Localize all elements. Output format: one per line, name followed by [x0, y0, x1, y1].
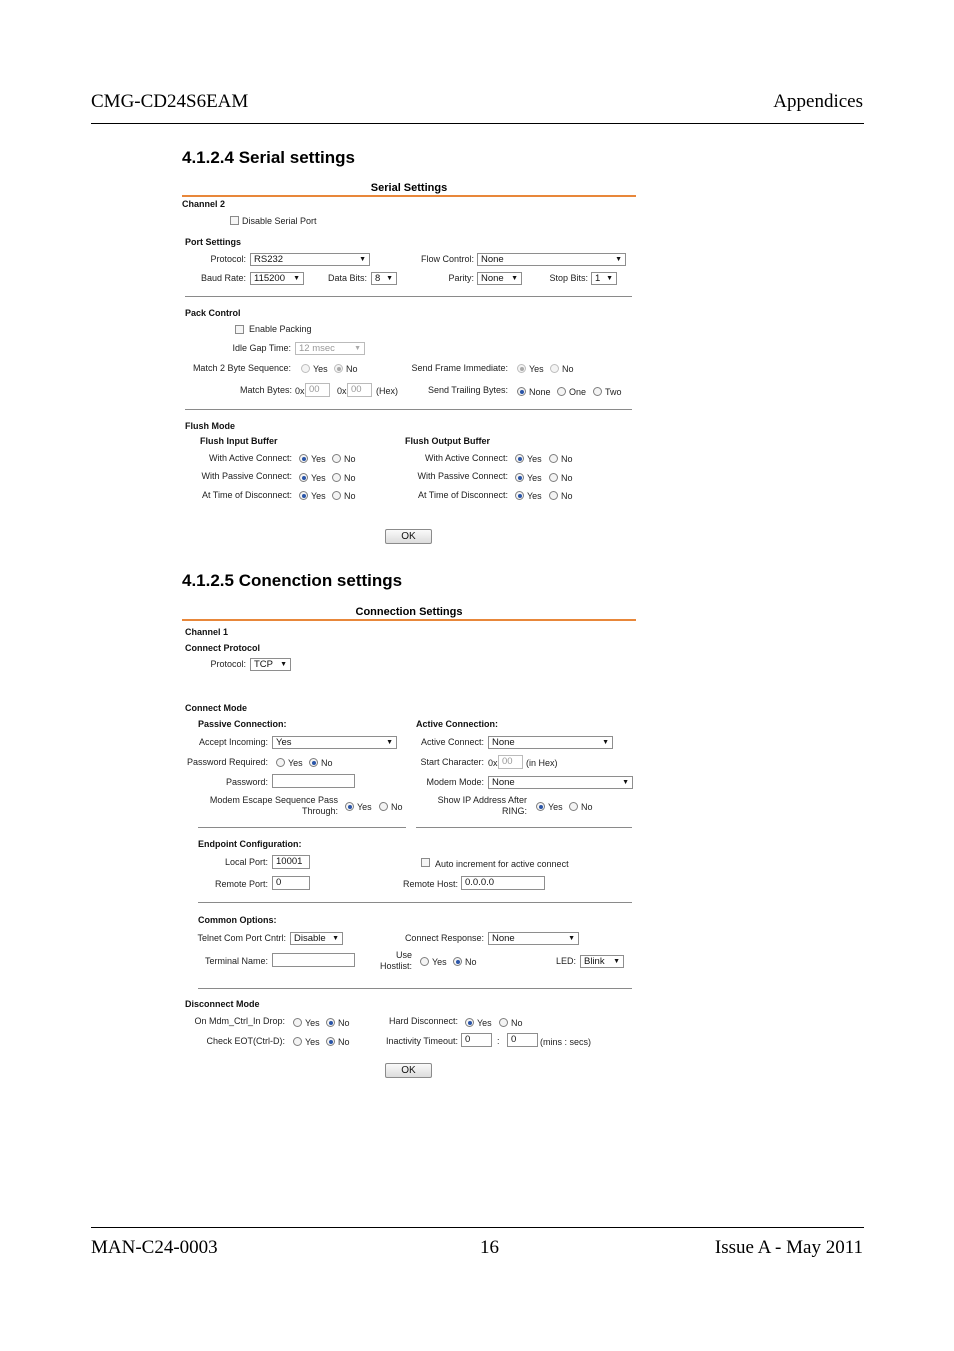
match-byte1-input[interactable]: 00 — [305, 383, 330, 397]
connect-response-value: None — [492, 933, 515, 944]
mdm-ctrl-yes-radio[interactable] — [293, 1018, 302, 1027]
use-hostlist-no-label: No — [465, 957, 477, 967]
conn-protocol-value: TCP — [254, 659, 273, 670]
start-char-input[interactable]: 00 — [498, 755, 523, 769]
send-frame-no-radio[interactable] — [550, 364, 559, 373]
led-select[interactable] — [580, 955, 624, 968]
match-byte1-prefix: 0x — [295, 386, 305, 396]
terminal-name-input[interactable] — [272, 953, 355, 967]
match-byte2-input[interactable]: 00 — [347, 383, 372, 397]
fo-active-no-label: No — [561, 454, 573, 464]
disable-serial-port-label: Disable Serial Port — [242, 216, 317, 226]
hard-disconnect-no-label: No — [511, 1018, 523, 1028]
fo-active-no-radio[interactable] — [549, 454, 558, 463]
chevron-down-icon: ▼ — [359, 256, 366, 263]
send-frame-no-label: No — [562, 364, 574, 374]
serial-heading: 4.1.2.4 Serial settings — [182, 148, 355, 167]
idle-gap-value: 12 msec — [299, 343, 335, 354]
hard-disconnect-yes-radio[interactable] — [465, 1018, 474, 1027]
baud-rate-select[interactable] — [250, 272, 304, 285]
check-eot-no-label: No — [338, 1037, 350, 1047]
telnet-label: Telnet Com Port Cntrl: — [197, 933, 286, 943]
mdm-ctrl-label: On Mdm_Ctrl_In Drop: — [194, 1016, 285, 1026]
active-connection-heading: Active Connection: — [416, 719, 499, 729]
fi-disconnect-label: At Time of Disconnect: — [201, 490, 292, 500]
trailing-two-radio[interactable] — [593, 387, 602, 396]
connection-panel-title: Connection Settings — [355, 606, 463, 618]
accept-incoming-label: Accept Incoming: — [198, 737, 268, 747]
match2-label: Match 2 Byte Sequence: — [192, 363, 291, 373]
trailing-one-label: One — [569, 387, 587, 397]
flush-mode-heading: Flush Mode — [185, 421, 235, 431]
auto-increment-label: Auto increment for active connect — [435, 859, 569, 869]
footer-page-number: 16 — [480, 1237, 499, 1258]
start-char-label: Start Character: — [420, 757, 484, 767]
use-hostlist-no-radio[interactable] — [453, 957, 462, 966]
modem-escape-no-radio[interactable] — [379, 802, 388, 811]
fo-passive-no-radio[interactable] — [549, 473, 558, 482]
fi-passive-yes-label: Yes — [311, 473, 326, 483]
fo-passive-yes-radio[interactable] — [515, 473, 524, 482]
protocol-value: RS232 — [254, 254, 284, 265]
port-settings-heading: Port Settings — [185, 237, 242, 247]
passive-divider — [198, 827, 406, 828]
terminal-name-label: Terminal Name: — [204, 956, 268, 966]
chevron-down-icon: ▼ — [622, 779, 629, 786]
show-ip-label-line2: RING: — [501, 806, 527, 816]
fi-active-no-radio[interactable] — [332, 454, 341, 463]
use-hostlist-label-line1: Use — [395, 950, 412, 960]
trailing-two-label: Two — [605, 387, 622, 397]
active-connect-value: None — [492, 737, 515, 748]
connection-ok-button[interactable]: OK — [385, 1063, 432, 1078]
stop-bits-label: Stop Bits: — [549, 273, 588, 283]
fo-disconnect-no-radio[interactable] — [549, 491, 558, 500]
use-hostlist-label-line2: Hostlist: — [379, 961, 412, 971]
password-required-yes-radio[interactable] — [276, 758, 285, 767]
modem-escape-no-label: No — [391, 802, 403, 812]
endpoint-config-heading: Endpoint Configuration: — [198, 839, 302, 849]
modem-escape-label-line2: Through: — [301, 806, 338, 816]
disable-serial-port-checkbox[interactable] — [230, 216, 239, 225]
fi-disconnect-yes-label: Yes — [311, 491, 326, 501]
connect-protocol-heading: Connect Protocol — [185, 643, 261, 653]
fi-active-no-label: No — [344, 454, 356, 464]
header-rule — [91, 123, 864, 124]
connection-channel: Channel 1 — [185, 627, 229, 637]
local-port-input[interactable]: 10001 — [272, 855, 310, 869]
protocol-label: Protocol: — [210, 254, 246, 264]
start-char-prefix: 0x — [488, 758, 498, 768]
match2-yes-radio[interactable] — [301, 364, 310, 373]
stop-bits-value: 1 — [595, 273, 601, 284]
chevron-down-icon: ▼ — [615, 256, 622, 263]
active-connect-label: Active Connect: — [420, 737, 484, 747]
remote-port-input[interactable]: 0 — [272, 876, 310, 890]
inactivity-separator: : — [497, 1036, 500, 1046]
disconnect-mode-heading: Disconnect Mode — [185, 999, 260, 1009]
parity-value: None — [481, 273, 504, 284]
header-section: Appendices — [773, 91, 863, 112]
stop-bits-select[interactable] — [591, 272, 617, 285]
modem-escape-yes-radio[interactable] — [345, 802, 354, 811]
password-label: Password: — [225, 777, 268, 787]
trailing-none-radio[interactable] — [517, 387, 526, 396]
modem-mode-select[interactable] — [488, 776, 633, 789]
mdm-ctrl-no-label: No — [338, 1018, 350, 1028]
match2-yes-label: Yes — [313, 364, 328, 374]
common-options-heading: Common Options: — [198, 915, 277, 925]
serial-title-rule — [182, 195, 636, 197]
inactivity-units: (mins : secs) — [540, 1037, 592, 1047]
password-required-label: Password Required: — [186, 757, 268, 767]
fo-disconnect-yes-label: Yes — [527, 491, 542, 501]
trailing-one-radio[interactable] — [557, 387, 566, 396]
mdm-ctrl-no-radio[interactable] — [326, 1018, 335, 1027]
chevron-down-icon: ▼ — [332, 935, 339, 942]
active-connect-select[interactable] — [488, 736, 613, 749]
telnet-value: Disable — [294, 933, 326, 944]
endpoint-divider — [198, 902, 632, 903]
chevron-down-icon: ▼ — [511, 275, 518, 282]
fi-passive-no-label: No — [344, 473, 356, 483]
fi-disconnect-no-label: No — [344, 491, 356, 501]
hard-disconnect-no-radio[interactable] — [499, 1018, 508, 1027]
modem-escape-label-line1: Modem Escape Sequence Pass — [209, 795, 338, 805]
pack-control-heading: Pack Control — [185, 308, 241, 318]
fo-disconnect-no-label: No — [561, 491, 573, 501]
footer-rule — [91, 1227, 864, 1228]
baud-rate-value: 115200 — [254, 273, 285, 284]
chevron-down-icon: ▼ — [293, 275, 300, 282]
chevron-down-icon: ▼ — [354, 345, 361, 352]
led-value: Blink — [584, 956, 605, 967]
baud-rate-label: Baud Rate: — [200, 273, 246, 283]
fi-passive-no-radio[interactable] — [332, 473, 341, 482]
send-frame-yes-label: Yes — [529, 364, 544, 374]
check-eot-label: Check EOT(Ctrl-D): — [206, 1036, 285, 1046]
port-settings-divider — [185, 296, 632, 297]
pack-control-divider — [185, 409, 632, 410]
fo-active-yes-label: Yes — [527, 454, 542, 464]
modem-mode-value: None — [492, 777, 515, 788]
enable-packing-label: Enable Packing — [249, 324, 312, 334]
fi-disconnect-no-radio[interactable] — [332, 491, 341, 500]
trailing-none-label: None — [529, 387, 551, 397]
chevron-down-icon: ▼ — [386, 739, 393, 746]
footer-manual: MAN-C24-0003 — [91, 1237, 218, 1258]
parity-label: Parity: — [448, 273, 474, 283]
chevron-down-icon: ▼ — [386, 275, 393, 282]
chevron-down-icon: ▼ — [280, 661, 287, 668]
show-ip-no-label: No — [581, 802, 593, 812]
fo-disconnect-yes-radio[interactable] — [515, 491, 524, 500]
match-byte2-prefix: 0x — [337, 386, 347, 396]
serial-channel: Channel 2 — [182, 199, 226, 209]
send-frame-label: Send Frame Immediate: — [411, 363, 508, 373]
protocol-select[interactable] — [250, 253, 370, 266]
use-hostlist-yes-radio[interactable] — [420, 957, 429, 966]
enable-packing-checkbox[interactable] — [235, 325, 244, 334]
start-char-suffix: (in Hex) — [526, 758, 558, 768]
flush-input-heading: Flush Input Buffer — [200, 436, 278, 446]
chevron-down-icon: ▼ — [613, 958, 620, 965]
serial-ok-button[interactable]: OK — [385, 529, 432, 544]
send-frame-yes-radio[interactable] — [517, 364, 526, 373]
password-required-no-radio[interactable] — [309, 758, 318, 767]
idle-gap-select[interactable] — [295, 342, 365, 355]
flow-control-label: Flow Control: — [420, 254, 474, 264]
match2-no-radio[interactable] — [334, 364, 343, 373]
password-input[interactable] — [272, 774, 355, 788]
active-divider — [416, 827, 632, 828]
data-bits-label: Data Bits: — [327, 273, 367, 283]
mdm-ctrl-yes-label: Yes — [305, 1018, 320, 1028]
conn-protocol-select[interactable] — [250, 658, 291, 671]
chevron-down-icon: ▼ — [602, 739, 609, 746]
fi-disconnect-yes-radio[interactable] — [299, 491, 308, 500]
fi-active-yes-radio[interactable] — [299, 454, 308, 463]
show-ip-no-radio[interactable] — [569, 802, 578, 811]
fo-passive-no-label: No — [561, 473, 573, 483]
modem-escape-yes-label: Yes — [357, 802, 372, 812]
check-eot-yes-label: Yes — [305, 1037, 320, 1047]
fo-passive-label: With Passive Connect: — [417, 471, 508, 481]
fo-passive-yes-label: Yes — [527, 473, 542, 483]
accept-incoming-value: Yes — [276, 737, 292, 748]
fo-active-label: With Active Connect: — [424, 453, 508, 463]
fi-passive-label: With Passive Connect: — [201, 471, 292, 481]
show-ip-label-line1: Show IP Address After — [437, 795, 527, 805]
hex-suffix: (Hex) — [376, 386, 398, 396]
led-label: LED: — [555, 956, 576, 966]
conn-protocol-label: Protocol: — [210, 659, 246, 669]
check-eot-no-radio[interactable] — [326, 1037, 335, 1046]
footer-issue: Issue A - May 2011 — [714, 1237, 863, 1258]
accept-incoming-select[interactable] — [272, 736, 397, 749]
password-required-no-label: No — [321, 758, 333, 768]
data-bits-select[interactable] — [371, 272, 397, 285]
fi-active-yes-label: Yes — [311, 454, 326, 464]
auto-increment-checkbox[interactable] — [421, 858, 430, 867]
remote-port-label: Remote Port: — [214, 879, 268, 889]
serial-panel-title: Serial Settings — [370, 182, 448, 194]
flow-control-select[interactable] — [477, 253, 626, 266]
inactivity-secs-input[interactable]: 0 — [507, 1033, 538, 1047]
check-eot-yes-radio[interactable] — [293, 1037, 302, 1046]
connection-heading: 4.1.2.5 Conenction settings — [182, 571, 403, 590]
inactivity-mins-input[interactable]: 0 — [461, 1033, 492, 1047]
fi-passive-yes-radio[interactable] — [299, 473, 308, 482]
idle-gap-label: Idle Gap Time: — [232, 343, 291, 353]
remote-host-label: Remote Host: — [402, 879, 458, 889]
password-required-yes-label: Yes — [288, 758, 303, 768]
passive-connection-heading: Passive Connection: — [198, 719, 287, 729]
hard-disconnect-label: Hard Disconnect: — [388, 1016, 458, 1026]
inactivity-label: Inactivity Timeout: — [385, 1036, 458, 1046]
fi-active-label: With Active Connect: — [208, 453, 292, 463]
connect-response-select[interactable] — [488, 932, 579, 945]
send-trailing-label: Send Trailing Bytes: — [427, 385, 508, 395]
connect-response-label: Connect Response: — [404, 933, 484, 943]
flow-control-value: None — [481, 254, 504, 265]
common-divider — [198, 988, 632, 989]
match-bytes-label: Match Bytes: — [239, 385, 292, 395]
connect-mode-heading: Connect Mode — [185, 703, 247, 713]
flush-output-heading: Flush Output Buffer — [405, 436, 490, 446]
fo-active-yes-radio[interactable] — [515, 454, 524, 463]
parity-select[interactable] — [477, 272, 522, 285]
hard-disconnect-yes-label: Yes — [477, 1018, 492, 1028]
fo-disconnect-label: At Time of Disconnect: — [417, 490, 508, 500]
chevron-down-icon: ▼ — [606, 275, 613, 282]
show-ip-yes-label: Yes — [548, 802, 563, 812]
local-port-label: Local Port: — [224, 857, 268, 867]
data-bits-value: 8 — [375, 273, 381, 284]
telnet-select[interactable] — [290, 932, 343, 945]
remote-host-input[interactable]: 0.0.0.0 — [461, 876, 545, 890]
connection-title-rule — [182, 619, 636, 621]
show-ip-yes-radio[interactable] — [536, 802, 545, 811]
header-doc-code: CMG-CD24S6EAM — [91, 91, 249, 112]
match2-no-label: No — [346, 364, 358, 374]
modem-mode-label: Modem Mode: — [426, 777, 484, 787]
use-hostlist-yes-label: Yes — [432, 957, 447, 967]
chevron-down-icon: ▼ — [568, 935, 575, 942]
